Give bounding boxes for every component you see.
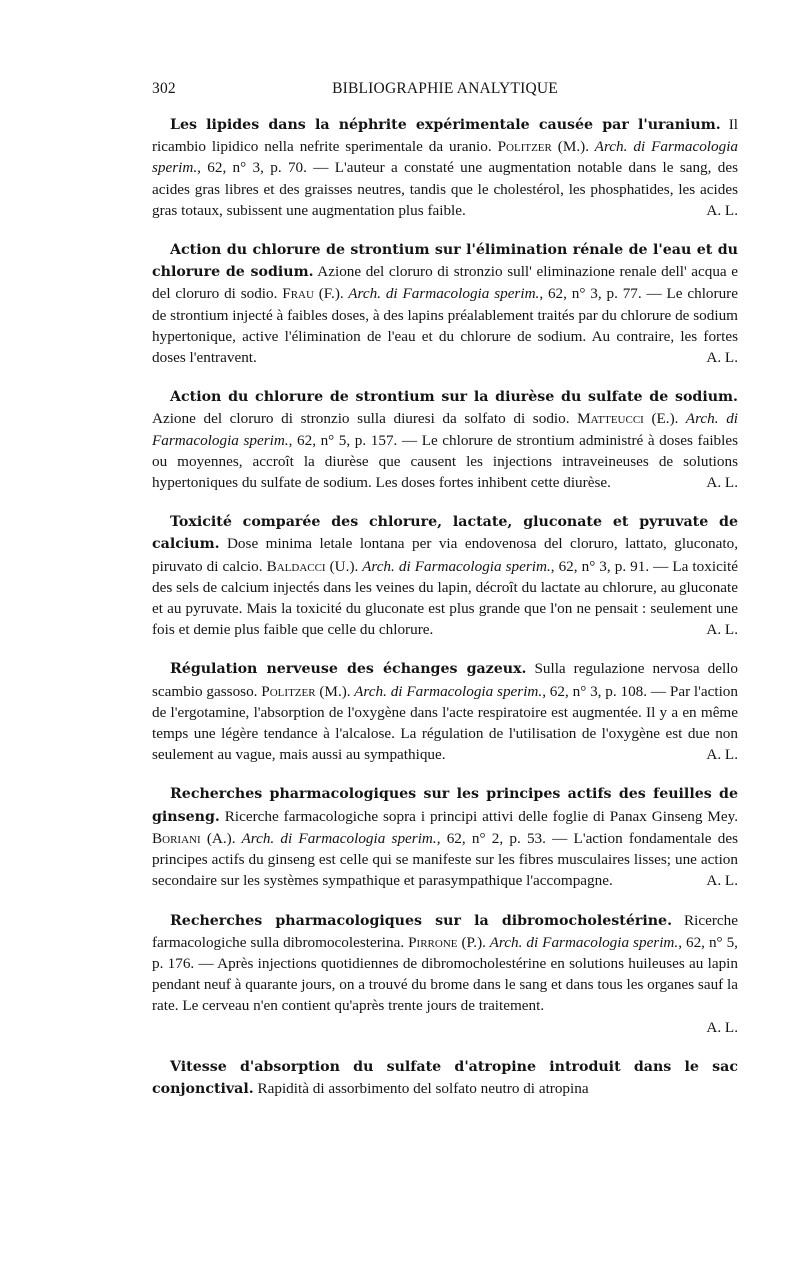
entry-journal: Arch. di Farmacologia sperim. (343, 285, 540, 303)
entry-summary: — La toxicité des sels de calcium injectés dans les veines du lapin, décroît du lactate au chlorure, au gluconate et au pyruvate. Mais la toxicité du gluconate est plus grande que l'on ne pensait : seulement une fois et demie plus faible que celle du chlorure. (152, 557, 738, 639)
entry-signature: A. L. (706, 349, 738, 367)
entry-reference: , 62, n° 5, p. 157. (288, 431, 398, 449)
entry-journal: Arch. di Farmacologia sperim. (358, 557, 551, 575)
bibliography-body (152, 114, 738, 1118)
entry-title: Recherches pharmacologiques sur la dibromocholestérine. (170, 912, 673, 929)
entry-summary: — L'auteur a constaté une augmentation notable dans le sang, des acides gras libres et des graisses neutres, tandis que le cholestérol, les phosphatides, les acides gras totaux, subissent une augmentation plus faible. (152, 159, 739, 219)
page-number: 302 (152, 80, 176, 97)
entry-reference: , 62, n° 3, p. 91. (550, 557, 650, 575)
entry-journal: Arch. di Farmacologia sperim. (350, 682, 543, 700)
entry-italian-title: Rapidità di assorbimento del solfato neutro di atropina (253, 1079, 589, 1097)
entry-signature: A. L. (706, 621, 738, 639)
entry-author: Politzer (M.). (261, 682, 351, 700)
entry-reference: , 62, n° 2, p. 53. (436, 829, 546, 847)
entry-title: Recherches pharmacologiques sur les principes actifs des feuilles de ginseng. (152, 786, 738, 825)
bibliography-entry (152, 783, 738, 891)
entry-italian-title: Sulla regulazione nervosa dello scambio gassoso. (152, 660, 739, 700)
entry-author: Frau (F.). (282, 285, 344, 303)
entry-signature: A. L. (706, 201, 738, 219)
entry-author: Pirrone (P.). (408, 933, 486, 951)
entry-italian-title: Azione del cloruro di stronzio sull' eliminazione renale dell' acqua e del cloruro di sodio. (152, 263, 739, 303)
entry-author: Politzer (M.). (497, 138, 590, 156)
entry-author: Boriani (A.). (152, 829, 236, 847)
entry-title: Régulation nerveuse des échanges gazeux. (170, 661, 527, 678)
entry-journal: Arch. di Farmacologia sperim. (152, 138, 739, 177)
entry-reference: , 62, n° 3, p. 70. (197, 159, 307, 177)
entry-journal: Arch. di Farmacologia sperim. (485, 933, 679, 951)
entry-title: Toxicité comparée des chlorure, lactate, gluconate et pyruvate de calcium. (152, 514, 738, 553)
bibliography-entry (152, 1056, 738, 1100)
entry-summary: — Après injections quotidiennes de dibromocholestérine en solutions huileuses au lapin pendant neuf à quarante jours, on a trouvé du brome dans le sang et dans tous les organes sauf la rate. Le cerveau n'en contient qu'après trente jours de traitement. (152, 954, 738, 1015)
bibliography-entry (152, 910, 738, 1038)
entry-title: Vitesse d'absorption du sulfate d'atropine introduit dans le sac conjonctival. (152, 1058, 738, 1097)
entry-summary: — Par l'action de l'ergotamine, l'absorption de l'oxygène dans l'acte respiratoire est augmentée. Il y a en même temps une légère tendance à l'alcalose. La régulation de l'utilisation de l'oxygène est due non seulement au vague, mais aussi au sympathique. (152, 682, 738, 764)
entry-signature: A. L. (706, 872, 738, 890)
entry-journal: Arch. di Farmacologia sperim. (152, 410, 739, 449)
entry-journal: Arch. di Farmacologia sperim. (235, 829, 437, 847)
entry-title: Les lipides dans la néphrite expérimentale causée par l'uranium. (170, 117, 721, 133)
bibliography-entry (152, 511, 738, 640)
entry-signature: A. L. (706, 474, 738, 492)
entry-italian-title: Azione del cloruro di stronzio sulla diuresi da solfato di sodio. (152, 410, 578, 428)
entry-reference: , 62, n° 3, p. 77. (539, 285, 642, 303)
entry-author: Matteucci (E.). (577, 410, 679, 428)
entry-title: Action du chlorure de strontium sur l'élimination rénale de l'eau et du chlorure de sodium. (152, 242, 738, 281)
entry-title: Action du chlorure de strontium sur la diurèse du sulfate de sodium. (170, 389, 738, 406)
entry-summary: — Le chlorure de strontium administré à doses faibles ou moyennes, accroît la diurèse que causent les injections intraveineuses de solutions hypertoniques du sulfate de sodium. Les doses fortes inhibent cette diurèse. (152, 431, 738, 492)
entry-italian-title: Il ricambio lipidico nella nefrite sperimentale da uranio. (152, 116, 738, 156)
entry-italian-title: Dose minima letale lontana per via endovenosa del cloruro, lattato, gluconato, piruvato di calcio. (152, 535, 738, 575)
bibliography-entry (152, 114, 738, 221)
bibliography-entry (152, 658, 738, 765)
entry-italian-title: Ricerche farmacologiche sopra i principi attivi delle foglie di Panax Ginseng Mey. (219, 807, 738, 825)
entry-author: Baldacci (U.). (266, 557, 359, 575)
entry-signature: A. L. (706, 1018, 738, 1036)
bibliography-entry (152, 386, 738, 493)
entry-summary: — L'action fondamentale des principes actifs du ginseng est celle qui se manifeste sur les fibres musculaires lisses; une action secondaire sur les systèmes sympathique et parasympathique l'accompagne. (152, 829, 738, 890)
entry-summary: — Le chlorure de strontium injecté à faibles doses, à des lapins préalablement traités par du chlorure de sodium hypertonique, active l'élimination de l'eau et du chlorure de sodium. Au contraire, les fortes doses l'entravent. (152, 285, 738, 367)
entry-italian-title: Ricerche farmacologiche sulla dibromocolesterina. (152, 911, 738, 951)
entry-signature: A. L. (706, 746, 738, 764)
entry-reference: , 62, n° 5, p. 176. (152, 933, 738, 972)
running-title: BIBLIOGRAPHIE ANALYTIQUE (332, 80, 558, 97)
entry-reference: , 62, n° 3, p. 108. (542, 682, 648, 700)
bibliography-entry (152, 239, 738, 368)
